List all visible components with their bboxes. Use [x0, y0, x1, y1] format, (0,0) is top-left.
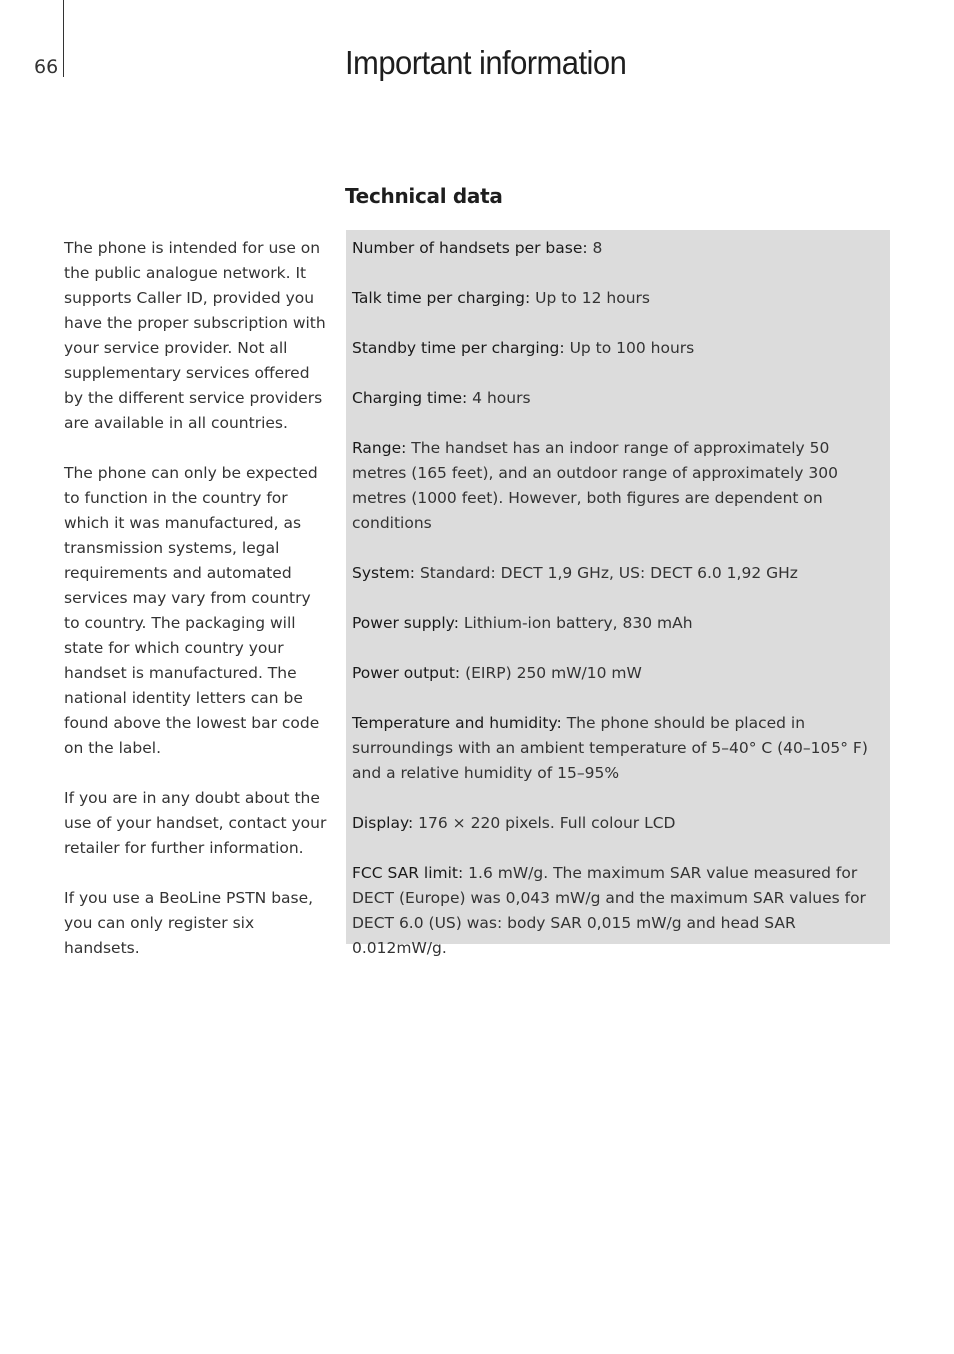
spec-item: [352, 611, 884, 636]
header-divider-line: [63, 0, 64, 77]
spec-item: [352, 811, 884, 836]
sidebar-paragraph: The phone can only be expected to function in the country for which it was manufactured, as transmission systems, legal requirements and automated services may vary from country to country. The packaging will state for which country your handset is manufactured. The national identity letters can be found above the lowest bar code on the label.: [64, 464, 320, 757]
spec-label: Power output:: [352, 664, 461, 682]
spec-value: (EIRP) 250 mW/10 mW: [465, 664, 642, 682]
spec-label: Talk time per charging:: [352, 289, 531, 307]
spec-label: Power supply:: [352, 614, 459, 632]
page-title: Important information: [345, 44, 627, 81]
spec-item: [352, 711, 884, 786]
spec-value: 176 × 220 pixels. Full colour LCD: [418, 814, 676, 832]
spec-item: [352, 561, 884, 586]
spec-item: [352, 861, 884, 961]
spec-label: Range:: [352, 439, 407, 457]
spec-value: Lithium-ion battery, 830 mAh: [463, 614, 693, 632]
spec-item: [352, 336, 884, 361]
section-heading: Technical data: [345, 184, 503, 208]
spec-value: The handset has an indoor range of approximately 50 metres (165 feet), and an outdoor range of approximately 300 metres (1000 feet). However, both figures are dependent on conditions: [352, 439, 838, 532]
spec-label: FCC SAR limit:: [352, 864, 464, 882]
spec-value: The phone should be placed in surroundings with an ambient temperature of 5–40° C (40–105° F) and a relative humidity of 15–95%: [352, 714, 868, 782]
spec-value: 1.6 mW/g. The maximum SAR value measured for DECT (Europe) was 0,043 mW/g and the maximum SAR values for DECT 6.0 (US) was: body SAR 0,015 mW/g and head SAR 0.012mW/g.: [352, 864, 866, 957]
sidebar-paragraph: The phone is intended for use on the public analogue network. It supports Caller ID, provided you have the proper subscription with your service provider. Not all supplementary services offered by the different service providers are available in all countries.: [64, 239, 326, 432]
spec-value: 4 hours: [472, 389, 531, 407]
spec-item: [352, 236, 884, 261]
info-sidebar: [64, 236, 330, 986]
spec-item: [352, 386, 884, 411]
spec-label: System:: [352, 564, 416, 582]
sidebar-paragraph: If you use a BeoLine PSTN base, you can only register six handsets.: [64, 889, 314, 957]
technical-data-box: [346, 230, 890, 957]
spec-value: Up to 100 hours: [569, 339, 695, 357]
spec-label: Display:: [352, 814, 414, 832]
spec-value: Standard: DECT 1,9 GHz, US: DECT 6.0 1,92 GHz: [419, 564, 798, 582]
spec-item: [352, 286, 884, 311]
spec-label: Number of handsets per base:: [352, 239, 588, 257]
spec-item: [352, 436, 884, 536]
spec-label: Charging time:: [352, 389, 468, 407]
page-number: 66: [34, 56, 59, 78]
sidebar-paragraph: If you are in any doubt about the use of your handset, contact your retailer for further information.: [64, 789, 327, 857]
spec-value: 8: [592, 239, 603, 257]
spec-value: Up to 12 hours: [535, 289, 650, 307]
spec-label: Standby time per charging:: [352, 339, 565, 357]
spec-label: Temperature and humidity:: [352, 714, 562, 732]
spec-item: [352, 661, 884, 686]
